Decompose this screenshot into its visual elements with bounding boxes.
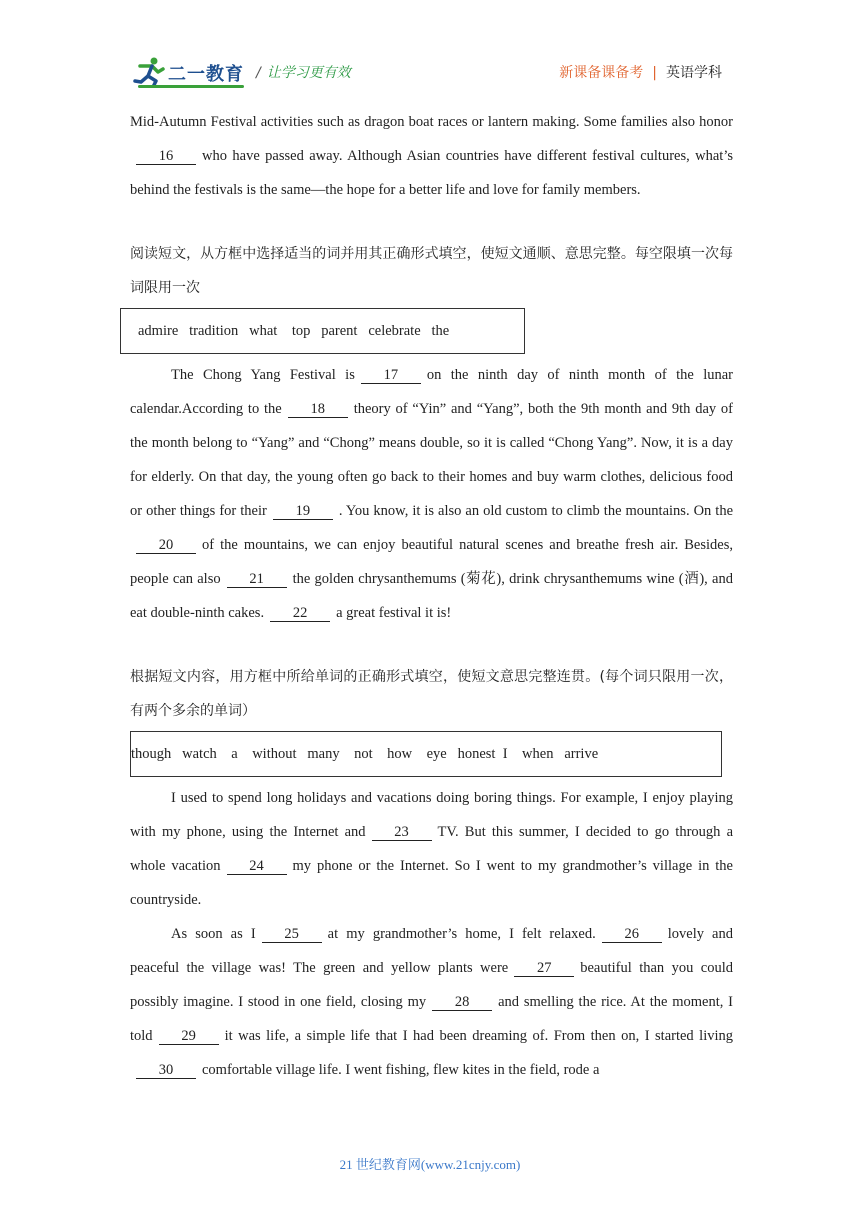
- blank-19[interactable]: 19: [273, 503, 333, 520]
- section2-word-box: [120, 308, 525, 354]
- s2-text-1: The Chong Yang Festival is: [171, 367, 355, 383]
- header-course-label: 新课备课备考: [559, 65, 644, 81]
- s3-text-8: and smelling the rice. At the moment, I told: [130, 994, 733, 1044]
- section2-paragraph: [130, 358, 733, 630]
- header-separator: |: [652, 65, 657, 81]
- footer-text: 21 世纪教育网(www.21cnjy.com): [339, 1157, 521, 1172]
- s2-text-2: on the ninth day of ninth month of the lunar calendar.According to the: [130, 367, 733, 417]
- passage1-paragraph: [130, 105, 733, 207]
- s2-text-7: a great festival it is!: [336, 605, 452, 621]
- s3-text-1: I used to spend long holidays and vacations doing boring things. For example, I enjoy playing with my phone, using the Internet and: [130, 790, 733, 840]
- section3-word-list: though watch a without many not how eye honest I when arrive: [131, 745, 599, 762]
- s3-text-3: my phone or the Internet. So I went to my grandmother’s village in the countryside.: [130, 858, 733, 908]
- brand-logo: [132, 56, 250, 90]
- section3-paragraph-1: [130, 781, 733, 917]
- slogan-text: 让学习更有效: [266, 65, 351, 81]
- s3-text-10: comfortable village life. I went fishing, flew kites in the field, rode a: [202, 1062, 600, 1078]
- s3-text-5: at my grandmother’s home, I felt relaxed.: [327, 926, 596, 942]
- running-figure-icon: [132, 56, 168, 88]
- blank-30[interactable]: 30: [136, 1062, 196, 1079]
- s3-text-6: lovely and peaceful the village was! The green and yellow plants were: [130, 926, 733, 976]
- s3-text-9: it was life, a simple life that I had been dreaming of. From then on, I started living: [224, 1028, 733, 1044]
- blank-16[interactable]: 16: [136, 148, 196, 165]
- blank-25[interactable]: 25: [262, 926, 322, 943]
- s3-text-2: TV. But this summer, I decided to go through a whole vacation: [130, 824, 734, 874]
- blank-18[interactable]: 18: [288, 401, 348, 418]
- blank-23[interactable]: 23: [372, 824, 432, 841]
- s3-text-4: As soon as I: [171, 926, 256, 942]
- blank-27[interactable]: 27: [514, 960, 574, 977]
- logo-text: 二一教育: [168, 64, 244, 85]
- passage1-line1: Mid-Autumn Festival activities such as dragon boat races or lantern making. Some families also: [130, 114, 695, 130]
- blank-24[interactable]: 24: [227, 858, 287, 875]
- section3-paragraph-2: [130, 917, 733, 1087]
- blank-17[interactable]: 17: [361, 367, 421, 384]
- blank-29[interactable]: 29: [159, 1028, 219, 1045]
- s2-text-5: of the mountains, we can enjoy beautiful natural scenes and breathe fresh air. Besides, people can also: [130, 537, 733, 587]
- s3-text-7: beautiful than you could possibly imagine. I stood in one field, closing my: [130, 960, 733, 1010]
- document-body: [130, 105, 733, 1087]
- section-spacer: [130, 207, 733, 237]
- passage1-pre16: honor: [699, 114, 733, 130]
- header-right: [559, 62, 722, 82]
- slash-divider: /: [256, 65, 261, 81]
- s2-text-4: . You know, it is also an old custom to climb the mountains. On the: [338, 503, 733, 519]
- section-spacer: [130, 630, 733, 660]
- section3-word-box: [130, 731, 722, 777]
- blank-20[interactable]: 20: [136, 537, 196, 554]
- slogan: [256, 62, 351, 82]
- blank-22[interactable]: 22: [270, 605, 330, 622]
- section2-word-list: admire tradition what top parent celebrate the: [138, 322, 450, 339]
- page-header: [0, 0, 860, 100]
- page-footer: [0, 1154, 860, 1173]
- section2-instruction: 阅读短文，从方框中选择适当的词并用其正确形式填空，使短文通顺、意思完整。每空限填一次每词限用一次: [130, 246, 733, 296]
- s2-text-3: theory of “Yin” and “Yang”, both the 9th month and 9th day of the month belong to “Yang” and “Chong” means double, so it is called “Chong Yang”. Now, it is a day for elderly. On that day, the young often go back to their homes and buy warm clothes, delicious food or other things for their: [130, 401, 734, 519]
- section3-instruction: 根据短文内容，用方框中所给单词的正确形式填空，使短文意思完整连贯。(每个词只限用一次，有两个多余的单词）: [130, 669, 733, 719]
- passage1-post16: who have passed away. Although Asian countries have different festival cultures, what’s behind the festivals is the same—the hope for a better life and love for family members.: [130, 148, 733, 198]
- blank-26[interactable]: 26: [602, 926, 662, 943]
- logo-underline: [138, 85, 244, 88]
- blank-28[interactable]: 28: [432, 994, 492, 1011]
- header-subject-label: 英语学科: [666, 65, 722, 81]
- s2-text-6: the golden chrysanthemums (菊花), drink chrysanthemums wine (酒), and eat double-ninth cakes.: [130, 571, 733, 621]
- blank-21[interactable]: 21: [227, 571, 287, 588]
